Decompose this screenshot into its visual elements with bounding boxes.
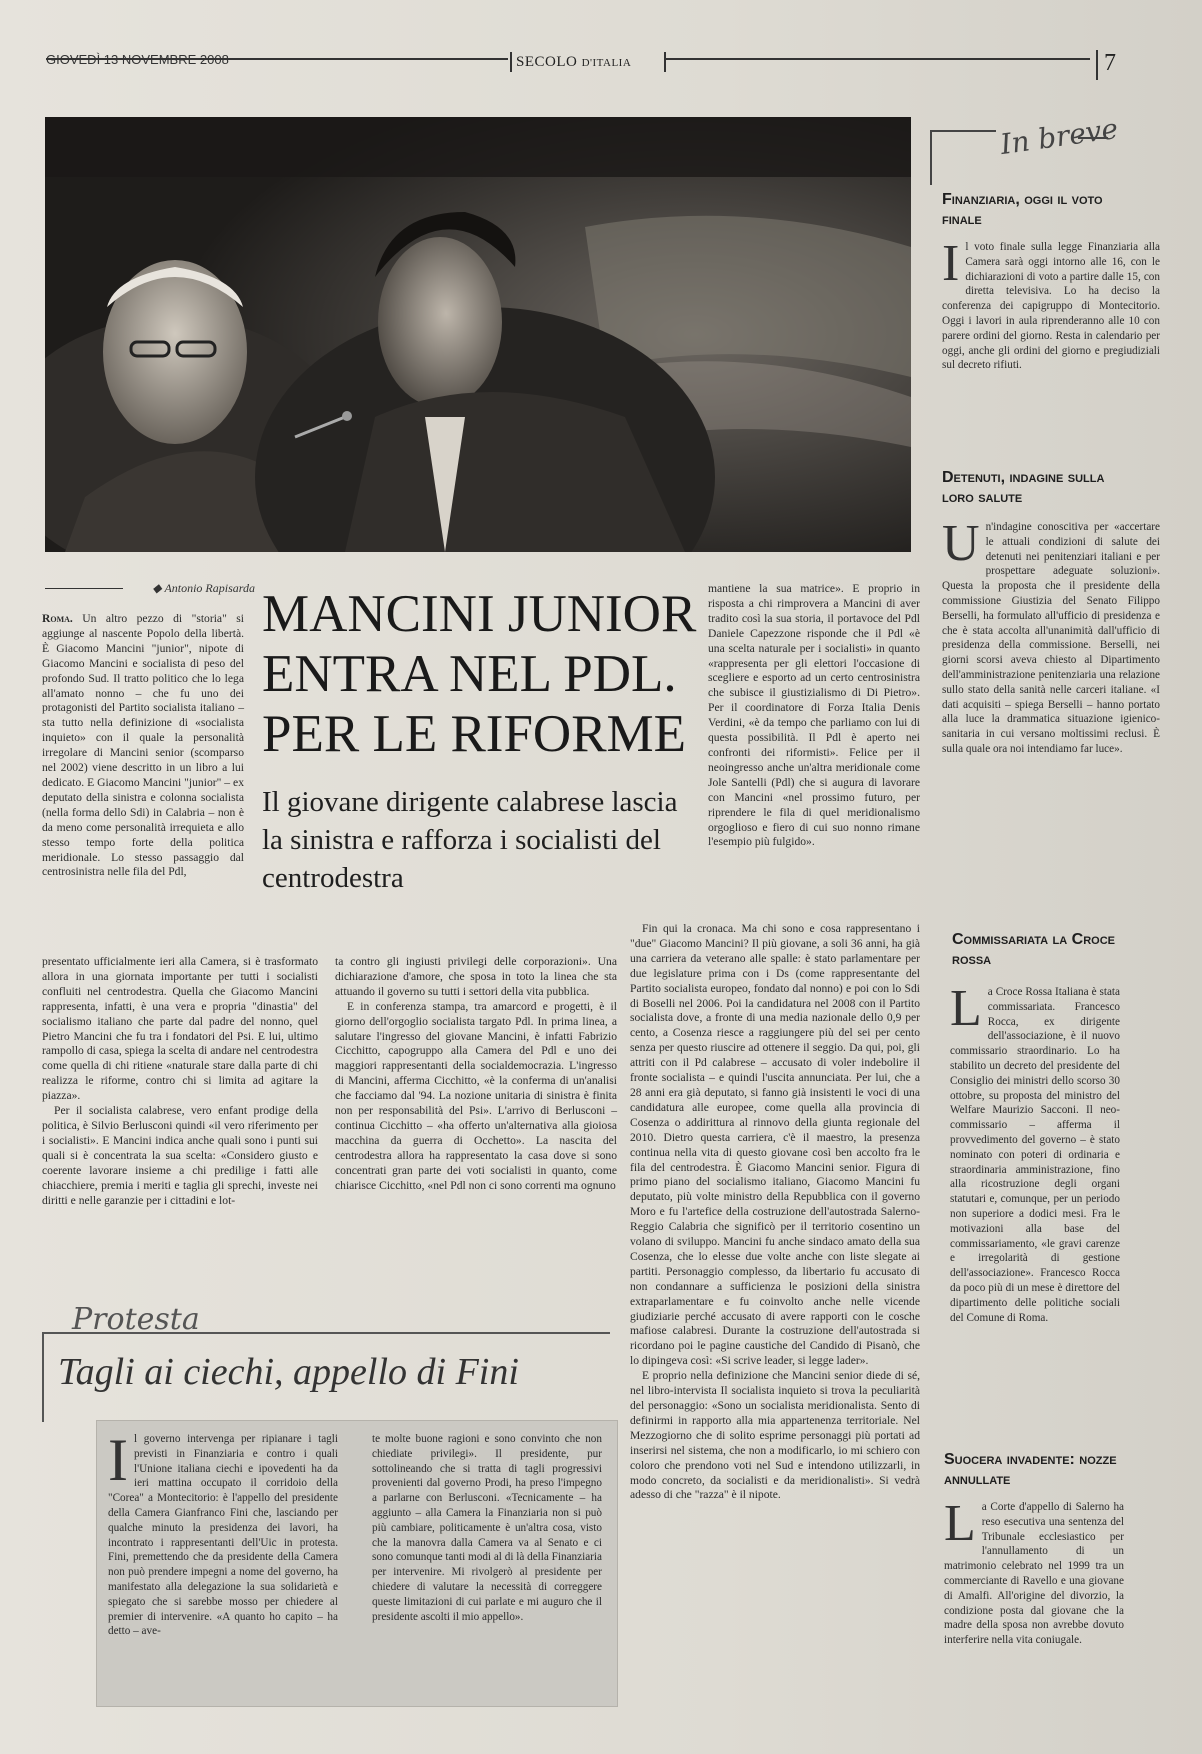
article-paragraph: Per il socialista calabrese, vero enfant prodige della politica, è Silvio Berlusconi quindi «il vero riferimento per i socialisti». E Mancini indica anche quali sono i punti sui quali si è concentrata la sua scelta: «Considero giusto e coerente lavorare insieme a chi predilige i fatti alle chiacchiere, premia i meriti e taglia gli sprechi, investe nei diritti e nelle garanzie per i cittadini e lot-: [42, 1104, 318, 1207]
brief-title: Finanziaria, oggi il voto finale: [942, 191, 1103, 228]
brief-title: Commissariata la Croce rossa: [952, 931, 1115, 968]
dateline: Roma.: [42, 612, 73, 625]
article-paragraph: mantiene la sua matrice». E proprio in risposta a chi rimprovera a Mancini di aver tradito così la sua storia, il portavoce del Pdl Daniele Capezzone risponde che il Pdl «è una scelta naturale per i socialisti» in quanto «rappresenta per gli elettori l'occasione di scegliere e esporto ad un certo centrosinistra che subisce il giustizialismo di Di Pietro». Per il coordinatore di Forza Italia Denis Verdini, «è da tempo che parliamo con lui di questa possibilità. Il Pdl è aperto nei confronti dei riformisti». Felice per il neoingresso anche un'altra meridionale come Jole Santelli (Pdl) che si augura di lavorare con Mancini «nel prossimo futuro, per riprendere le fila di quel meridionalismo orgoglioso e fiero di cui suo nonno rimane l'esempio più fulgido».: [708, 582, 920, 849]
article-column-3-lower: [630, 922, 920, 1503]
byline: [45, 581, 255, 596]
article-column-1-lower: [42, 955, 318, 1208]
masthead-divider: [510, 52, 512, 72]
masthead-rule-left: [46, 58, 508, 60]
brief-body: a Corte d'appello di Salerno ha reso esecutiva una sentenza del Tribunale ecclesiastico per l'annullamento di un matrimonio celebrato nel 1999 tra un commerciante di Ravello e una giovane di Amalfi. All'origine del divorzio, la condizione posta dal giovane che la madre della sposa non avrebbe dovuto interferire nella vita coniugale.: [944, 1501, 1124, 1647]
newspaper-title: [516, 54, 631, 71]
drop-cap: I: [942, 235, 960, 292]
article-paragraph: [42, 612, 244, 880]
article-paragraph: E in conferenza stampa, tra amarcord e progetti, è il giorno dell'orgoglio socialista targato Pdl. In prima linea, a salutare l'ingresso del giovane Mancini, è infatti Fabrizio Cicchitto, capogruppo alla Camera del Pdl e uno dei maggiori rappresentanti della socialdemocrazia. L'ingresso di Mancini, afferma Cicchitto, «è la conferma di un'analisi che facciamo dal '94. La nozione unitaria di sinistra è finita non per responsabilità del Psi». L'arrivo di Berlusconi – continua Cicchitto – «ha offerto un'alternativa alla gioiosa macchina da guerra di Occhetto». La nascita del centrodestra allora ha rappresentato la casa dove si sono concentrati gran parte dei voti socialisti in quanto, come chiarisce Cicchitto, «nel Pdl non ci sono correnti ma ognuno: [335, 999, 617, 1192]
sidebar-label: In breve: [998, 111, 1120, 162]
protest-text: te molte buone ragioni e sono convinto che non chiediate privilegi». Il presidente, pur sottolineando che si tratta di tagli progressivi provenienti dal governo Prodi, ha preso l'impegno a parlarne con Berlusconi. «Tecnicamente – ha aggiunto – alla Camera la Finanziaria non si può più cambiare, politicamente è un'altra cosa, visto che la manovra dalla Camera va al Senato e ci sono comunque tanti modi al di là della Finanziaria per intervenire. Mi rivolgerò al presidente per chiedere di valutare la necessità di correggere queste limitazioni di cui parlate e mi auguro che il presidente ascolti il mio appello».: [372, 1433, 602, 1623]
newspaper-name-suffix: D'ITALIA: [581, 57, 632, 69]
headline: MANCINI JUNIOR ENTRA NEL PDL. PER LE RIFORME: [262, 585, 697, 763]
protest-column-1: [108, 1427, 338, 1639]
article-paragraph: E proprio nella definizione che Mancini senior diede di sé, nel libro-intervista Il socialista inquieto si trova la peculiarità del personaggio: «Sono un socialista meridionalista. Sento di definirmi in rapporto alla mia appartenenza territoriale. Nel Mezzogiorno che di solito esprime personaggi più portati ad inserirsi nel sistema, che non a modificarlo, io mi schiero con coloro che prendono voti nel Sud e intendono utilizzarli, in modo concreto, da socialisti e da meridionalisti». Si vedrà adesso di che "razza" è il nipote.: [630, 1369, 920, 1502]
article-photo: [45, 117, 911, 552]
protest-frame-side: [42, 1332, 44, 1422]
brief-title: Detenuti, indagine sulla loro salute: [942, 469, 1105, 506]
brief-body: n'indagine conoscitiva per «accertare le attuali condizioni di salute dei detenuti nei penitenziari italiani e per prospettare adeguate soluzioni». Questa la proposta che il presidente della commissione Giustizia del Senato Filippo Berselli, ha formulato all'ufficio di presidenza e che è stata accolta all'unanimità dall'ufficio di presidenza della commissione. Berselli, nei giorni scorsi aveva chiesto al Dipartimento dell'amministrazione penitenziaria una relazione sullo stato della sanità nelle carceri italiane. «I dati acquisiti – spiega Berselli – hanno portato alla luce la drammatica situazione igienico-sanitaria in cui versano moltissimi reclusi. È sulla quale ora noi intendiamo far luce».: [942, 521, 1160, 755]
brief-title: Suocera invadente: nozze annullate: [944, 1451, 1117, 1488]
protest-text: l governo intervenga per ripianare i tagli previsti in Finanziaria e contro i quali l'Unione italiana ciechi e ipovedenti ha da ieri mattina occupato il corridoio della "Corea" a Montecitorio: è l'appello del presidente della Camera Gianfranco Fini che, lasciando per qualche minuto la presidenza dei lavori, ha incontrato i rappresentanti dell'Uic in protesta. Fini, premettendo che da presidente della Camera non può prendere impegni a nome del governo, ha manifestato alla delegazione la sua solidarietà e spiegato che si sarebbe mosso per chiedere al premier di intervenire. «A quanto ho capito – ha detto – ave-: [108, 1433, 338, 1638]
brief-text: [950, 980, 1120, 1325]
masthead-divider: [664, 52, 666, 72]
brief-body: l voto finale sulla legge Finanziaria alla Camera sarà oggi intorno alle 16, con le dichiarazioni di voto a partire dalle 15, con diretta televisiva. Lo ha deciso la conferenza dei capigruppo di Montecitorio. Oggi i lavori in aula riprenderanno alle 10 con parere ordini del giorno. Resta in calendario per oggi, anche gli ordini del giorno e pregiudiziali sul decreto rifiuti.: [942, 241, 1160, 372]
protest-title: Tagli ai ciechi, appello di Fini: [58, 1351, 519, 1393]
article-paragraph: Fin qui la cronaca. Ma chi sono e cosa rappresentano i "due" Giacomo Mancini? Il più giovane, a soli 36 anni, ha già una carriera da veterano alle spalle: è stato parlamentare per due legislature prima con i Ds (come rappresentante del Partito socialista europeo, fondato dal nonno) e poi con lo Sdi di Boselli nel 2006. Poi la candidatura nel 2008 con il Partito socialista dove, a fronte di una media nazionale dello 0,9 per cento, a Cosenza riesce a raggiungere più del sei per cento senza per questo riuscire ad ottenere il seggio. Da qui, poi, gli attriti con il Pd calabrese – accusato di voler indebolire il fronte socialista – e quindi l'uscita annunciata. Per lui, che a 28 anni era già deputato, si fanno già insistenti le voci di una candidatura alle europee, come quella alla provincia di Cosenza o addirittura al rinnovo della giunta regionale del 2010. Dietro questa carriera, c'è il maestro, la presenza continua nella vita di questo giovane così ben accolto fra le fila del centrodestra. È Giacomo Mancini senior. Figura di primo piano del socialismo italiano, Giacomo Mancini fu deputato, più volte ministro della Repubblica con il governo Moro e fu l'artefice della costruzione dell'autostrada Salerno-Reggio Calabria che significò per il territorio cosentino un volano di sviluppo. Mancini fu anche sindaco amato della sua Cosenza, che lo elesse due volte anche con liste slegate ai partiti. Personaggio complesso, da libertario fu accusato di non condannare a sufficienza le posizioni della sinistra extraparlamentare e fu coinvolto anche nelle vicende giudiziarie perché accusato di avere rapporti con le cosche mafiose calabresi. Durante la costruzione dell'autostrada si ricordano poi le pagine caustiche del Candido di Pisanò, che lo dipingeva così: «Si scrive leader, si legge lader».: [630, 922, 920, 1368]
article-text: Un altro pezzo di "storia" si aggiunge al nascente Popolo della libertà. È Giacomo Mancini "junior", nipote di Giacomo Mancini e socialista di peso del profondo Sud. Il tratto politico che lo lega all'amato nonno – che fu uno dei protagonisti del Partito socialista italiano – sta tutto nella definizione di «socialista inquieto» con il quale la personalità irregolare di Mancini senior (scomparso nel 2002) viene descritto in un libro a lui dedicato. E Giacomo Mancini "junior" – ex deputato della sinistra e colonna socialista (nella forma dello Sdi) in Calabria – non è da meno come personalità irrequieta e allo stesso tempo forte della politica meridionale. Lo stesso passaggio dal centrosinistra nelle fila del Pdl,: [42, 612, 244, 879]
byline-diamond-icon: ◆: [152, 581, 165, 595]
brief-text: [942, 235, 1160, 373]
article-column-1: [42, 612, 244, 880]
article-paragraph: presentato ufficialmente ieri alla Camera, si è trasformato allora in una giornata importante per tutti i socialisti confluiti nel centrodestra. Quella che Giacomo Mancini rappresenta, infatti, è una vera e propria "dinastia" del socialismo italiano che parte dal padre del nonno, quel Pietro Mancini che fu tra i fondatori del Psi. E lui, ultimo rampollo di casa, spiega la scelta di andare nel centrodestra come quella di chi ritiene «naturale stare dalla parte di chi realizza le riforme, contro chi si limita ad agitare la piazza».: [42, 955, 318, 1103]
page-number: 7: [1104, 50, 1116, 76]
drop-cap: U: [942, 515, 980, 572]
article-paragraph: ta contro gli ingiusti privilegi delle corporazioni». Una dichiarazione d'amore, che sposa in toto la linea che sta attuando il governo su tutti i settori della vita pubblica.: [335, 955, 617, 998]
newspaper-name: SECOLO: [516, 54, 578, 70]
protest-label: Protesta: [72, 1302, 200, 1337]
article-column-3: [708, 582, 920, 850]
subheadline: Il giovane dirigente calabrese lascia la sinistra e rafforza i socialisti del centrodestra: [262, 786, 678, 894]
sidebar-frame-top: [930, 130, 996, 132]
photo-illustration: [45, 117, 911, 552]
brief-text: [942, 515, 1160, 757]
brief-body: a Croce Rossa Italiana è stata commissariata. Francesco Rocca, ex dirigente dell'associazione, è il nuovo commissario straordinario. Lo ha stabilito un decreto del presidente del Consiglio dei ministri dello scorso 30 ottobre, su proposta del ministro del Welfare Maurizio Sacconi. Il neo-commissario – afferma il provvedimento del governo – è stato nominato con poteri di ordinaria e straordinaria amministrazione, fino alla ricostruzione degli organi statutari e, comunque, per un periodo non superiore a dodici mesi. Fra le motivazioni alla base del commissariamento, «le gravi carenze e irregolarità di gestione dell'associazione». Francesco Rocca da poco più di un mese è direttore del dipartimento delle politiche sociali del Comune di Roma.: [950, 986, 1120, 1324]
sidebar-frame-side: [930, 130, 932, 185]
drop-cap: L: [950, 980, 982, 1037]
drop-cap: L: [944, 1495, 976, 1552]
article-column-2: [335, 955, 617, 1194]
protest-column-2: [372, 1432, 602, 1624]
author-name: Antonio Rapisarda: [164, 581, 255, 595]
brief-text: [944, 1495, 1124, 1648]
masthead-rule-right: [666, 58, 1090, 60]
drop-cap: I: [108, 1427, 128, 1493]
page-number-divider: [1096, 50, 1098, 80]
